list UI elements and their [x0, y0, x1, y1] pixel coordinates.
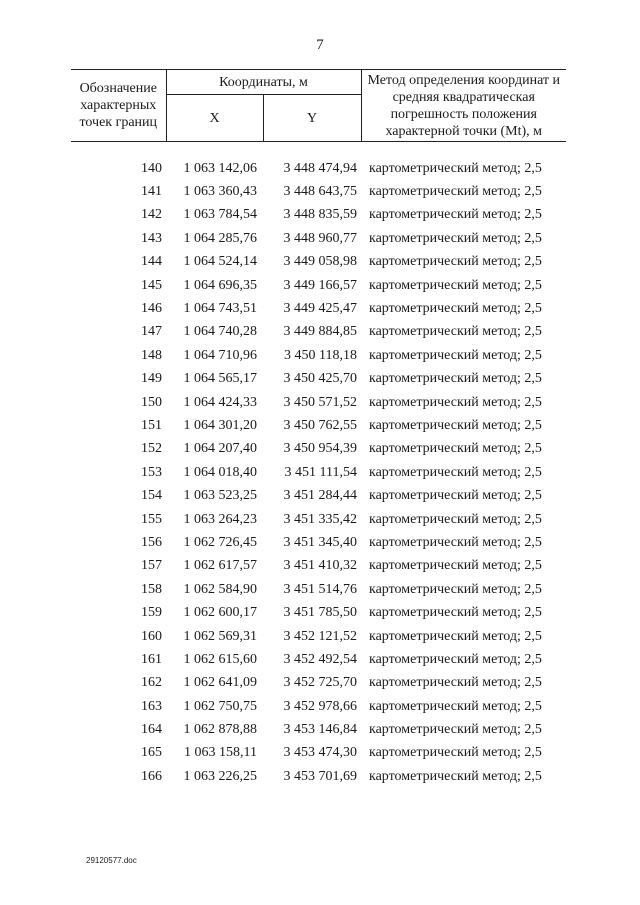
coord-y: 3 451 335,42: [283, 511, 357, 527]
coord-x: 1 062 641,09: [183, 675, 257, 691]
table-row: [71, 297, 566, 320]
coord-x: 1 063 360,43: [183, 184, 257, 200]
point-number: 162: [141, 675, 162, 691]
method-cell: картометрический метод; 2,5: [369, 651, 542, 667]
method-cell: картометрический метод; 2,5: [369, 441, 542, 457]
coord-y: 3 452 492,54: [283, 651, 357, 667]
coord-y: 3 449 058,98: [283, 254, 357, 270]
table-header: [71, 69, 566, 142]
page-number: 7: [316, 37, 324, 53]
method-cell: картометрический метод; 2,5: [369, 394, 542, 410]
table-row: [71, 414, 566, 437]
coord-x: 1 064 743,51: [183, 301, 257, 317]
table-row: [71, 648, 566, 671]
point-number: 140: [141, 160, 162, 176]
coord-y: 3 453 474,30: [283, 745, 357, 761]
table-row: [71, 391, 566, 414]
table-row: [71, 765, 566, 788]
coord-x: 1 064 301,20: [183, 417, 257, 433]
coord-y: 3 452 121,52: [283, 628, 357, 644]
point-number: 143: [141, 230, 162, 246]
method-cell: картометрический метод; 2,5: [369, 488, 542, 504]
coord-x: 1 064 285,76: [183, 230, 257, 246]
point-number: 163: [141, 698, 162, 714]
method-cell: картометрический метод; 2,5: [369, 347, 542, 363]
header-designation: Обозначение характерных точек границ: [71, 70, 166, 142]
header-x: X: [166, 95, 263, 142]
header-method: Метод определения координат и средняя квадратическая погрешность положения характерной точки (Mt), м: [361, 70, 566, 142]
point-number: 147: [141, 324, 162, 340]
table-row: [71, 601, 566, 624]
table-body: [71, 157, 566, 789]
point-number: 142: [141, 207, 162, 223]
coord-x: 1 064 710,96: [183, 347, 257, 363]
method-cell: картометрический метод; 2,5: [369, 768, 542, 784]
point-number: 158: [141, 581, 162, 597]
table-row: [71, 251, 566, 274]
coord-x: 1 062 569,31: [183, 628, 257, 644]
coord-y: 3 450 425,70: [283, 371, 357, 387]
coord-x: 1 062 600,17: [183, 605, 257, 621]
coord-x: 1 064 424,33: [183, 394, 257, 410]
method-cell: картометрический метод; 2,5: [369, 534, 542, 550]
point-number: 156: [141, 534, 162, 550]
coord-x: 1 063 142,06: [183, 160, 257, 176]
coord-x: 1 062 615,60: [183, 651, 257, 667]
method-cell: картометрический метод; 2,5: [369, 675, 542, 691]
method-cell: картометрический метод; 2,5: [369, 605, 542, 621]
method-cell: картометрический метод; 2,5: [369, 464, 542, 480]
point-number: 146: [141, 301, 162, 317]
method-cell: картометрический метод; 2,5: [369, 628, 542, 644]
method-cell: картометрический метод; 2,5: [369, 581, 542, 597]
point-number: 159: [141, 605, 162, 621]
table-row: [71, 484, 566, 507]
method-cell: картометрический метод; 2,5: [369, 417, 542, 433]
coord-x: 1 064 207,40: [183, 441, 257, 457]
coord-x: 1 063 784,54: [183, 207, 257, 223]
coord-x: 1 064 565,17: [183, 371, 257, 387]
coord-x: 1 064 524,14: [183, 254, 257, 270]
table-row: [71, 368, 566, 391]
point-number: 151: [141, 417, 162, 433]
table-row: [71, 672, 566, 695]
table-row: [71, 695, 566, 718]
coord-x: 1 063 226,25: [183, 768, 257, 784]
coord-y: 3 451 345,40: [283, 534, 357, 550]
coord-y: 3 448 474,94: [283, 160, 357, 176]
table-row: [71, 555, 566, 578]
method-cell: картометрический метод; 2,5: [369, 558, 542, 574]
method-cell: картометрический метод; 2,5: [369, 254, 542, 270]
coord-x: 1 063 523,25: [183, 488, 257, 504]
coord-y: 3 450 118,18: [284, 347, 357, 363]
table-row: [71, 344, 566, 367]
coord-y: 3 452 978,66: [283, 698, 357, 714]
method-cell: картометрический метод; 2,5: [369, 277, 542, 293]
coord-y: 3 453 146,84: [283, 722, 357, 738]
table-row: [71, 274, 566, 297]
method-cell: картометрический метод; 2,5: [369, 184, 542, 200]
point-number: 153: [141, 464, 162, 480]
coord-y: 3 451 111,54: [284, 464, 357, 480]
point-number: 150: [141, 394, 162, 410]
point-number: 144: [141, 254, 162, 270]
table-row: [71, 438, 566, 461]
method-cell: картометрический метод; 2,5: [369, 324, 542, 340]
point-number: 164: [141, 722, 162, 738]
method-cell: картометрический метод; 2,5: [369, 207, 542, 223]
point-number: 148: [141, 347, 162, 363]
point-number: 141: [141, 184, 162, 200]
table-row: [71, 625, 566, 648]
point-number: 145: [141, 277, 162, 293]
coord-y: 3 451 410,32: [283, 558, 357, 574]
point-number: 157: [141, 558, 162, 574]
coord-y: 3 453 701,69: [283, 768, 357, 784]
point-number: 161: [141, 651, 162, 667]
coord-y: 3 451 284,44: [283, 488, 357, 504]
point-number: 149: [141, 371, 162, 387]
coord-x: 1 064 740,28: [183, 324, 257, 340]
coord-y: 3 451 785,50: [283, 605, 357, 621]
footer-filename: 29120577.doc: [86, 856, 137, 865]
method-cell: картометрический метод; 2,5: [369, 745, 542, 761]
table-row: [71, 157, 566, 180]
method-cell: картометрический метод; 2,5: [369, 301, 542, 317]
header-coordinates: Координаты, м: [166, 70, 361, 95]
table-row: [71, 227, 566, 250]
method-cell: картометрический метод; 2,5: [369, 160, 542, 176]
point-number: 155: [141, 511, 162, 527]
coord-x: 1 063 158,11: [184, 745, 257, 761]
coord-x: 1 064 018,40: [183, 464, 257, 480]
point-number: 165: [141, 745, 162, 761]
point-number: 152: [141, 441, 162, 457]
coord-y: 3 450 954,39: [283, 441, 357, 457]
method-cell: картометрический метод; 2,5: [369, 698, 542, 714]
method-cell: картометрический метод; 2,5: [369, 230, 542, 246]
method-cell: картометрический метод; 2,5: [369, 371, 542, 387]
table-row: [71, 578, 566, 601]
table-row: [71, 742, 566, 765]
coord-x: 1 062 878,88: [183, 722, 257, 738]
table-row: [71, 508, 566, 531]
point-number: 166: [141, 768, 162, 784]
coord-y: 3 448 960,77: [283, 230, 357, 246]
coord-x: 1 062 750,75: [183, 698, 257, 714]
coord-x: 1 063 264,23: [183, 511, 257, 527]
point-number: 160: [141, 628, 162, 644]
coord-x: 1 064 696,35: [183, 277, 257, 293]
table-row: [71, 321, 566, 344]
coord-y: 3 448 643,75: [283, 184, 357, 200]
table-row: [71, 461, 566, 484]
header-y: Y: [263, 95, 361, 142]
table-row: [71, 180, 566, 203]
coord-y: 3 448 835,59: [283, 207, 357, 223]
coord-y: 3 449 884,85: [283, 324, 357, 340]
coord-x: 1 062 726,45: [183, 534, 257, 550]
method-cell: картометрический метод; 2,5: [369, 722, 542, 738]
method-cell: картометрический метод; 2,5: [369, 511, 542, 527]
coord-x: 1 062 584,90: [183, 581, 257, 597]
coord-y: 3 449 166,57: [283, 277, 357, 293]
table-row: [71, 531, 566, 554]
coord-y: 3 450 571,52: [283, 394, 357, 410]
point-number: 154: [141, 488, 162, 504]
table-row: [71, 204, 566, 227]
coord-y: 3 451 514,76: [283, 581, 357, 597]
coord-y: 3 449 425,47: [283, 301, 357, 317]
coord-y: 3 452 725,70: [283, 675, 357, 691]
coord-y: 3 450 762,55: [283, 417, 357, 433]
table-row: [71, 718, 566, 741]
coord-x: 1 062 617,57: [183, 558, 257, 574]
